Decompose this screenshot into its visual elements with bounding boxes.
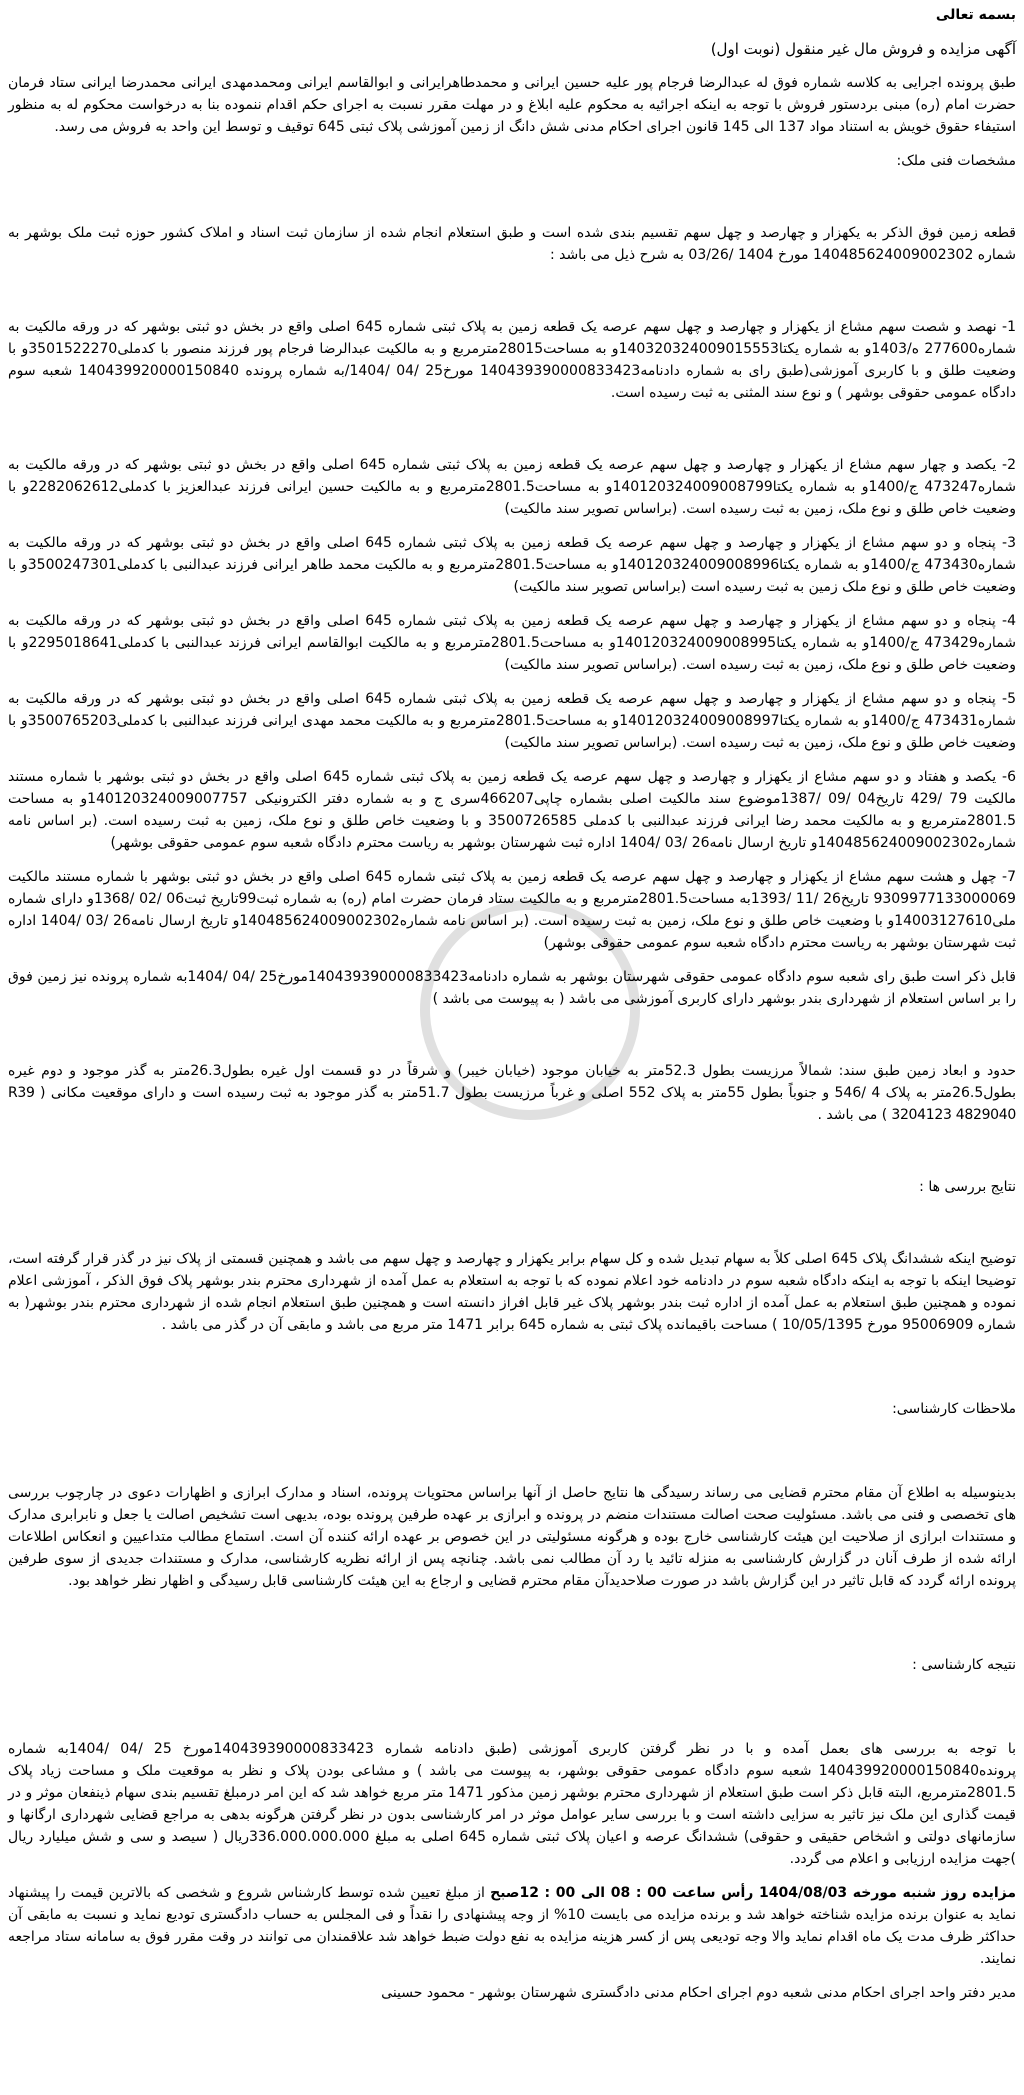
basmala: بسمه تعالی bbox=[935, 7, 1016, 23]
land-use-note: قابل ذکر است طبق رای شعبه سوم دادگاه عمومی حقوقی شهرستان بوشهر به شماره دادنامه140439390000833423مورخ25 /04 /1404به شماره پرونده نیز زمین فوق را بر اساس استعلام از شهرداری بندر بوشهر دارای کاربری آموزشی می باشد ( به پیوست می باشد ) bbox=[8, 969, 1016, 1007]
auction-paragraph bbox=[8, 1882, 1016, 1970]
ownership-item-4: 4- پنجاه و دو سهم مشاع از یکهزار و چهارصد و چهل سهم عرصه یک قطعه زمین به پلاک ثبتی شماره 645 اصلی واقع در بخش دو ثبتی بوشهر که در ورقه مالکیت به شماره473429 ج/1400و به شماره یکتا140120324009008995و به مساحت2801.5مترمربع و به مالکیت ابوالقاسم ایرانی فرزند عبدالنبی با کدملی2295018641و با وضعیت خاص طلق و نوع ملک، زمین به ثبت رسیده است. (براساس تصویر سند مالکیت) bbox=[8, 613, 1017, 673]
signature-line: مدیر دفتر واحد اجرای احکام مدنی شعبه دوم اجرای احکام مدنی دادگستری شهرستان بوشهر - محمود حسینی bbox=[381, 1985, 1016, 2001]
conclusion-paragraph: با توجه به بررسی های بعمل آمده و با در نظر گرفتن کاربری آموزشی (طبق دادنامه شماره 140439390000833423مورخ 25 /04 /1404به شماره پرونده140439920000150840 شعبه سوم دادگاه عمومی حقوقی بوشهر، به پیوست می باشد ) و مشاعی بودن پلاک و نظر به موقعیت ملک و مساحت زیاد پلاک 2801.5مترمربع، البته قابل ذکر است طبق استعلام از شهرداری محترم بوشهر زمین مذکور 1471 متر مربع خواهد شد که این امر درمبلغ تقسیم بندی سهام ذینفعان موثر و در قیمت گذاری این ملک نیز تاثیر به سزایی داشته است و با بررسی سایر عوامل موثر در امر کارشناسی بدون در نظر گرفتن هرگونه بدهی به مراجع قضایی شهرداری ارگانها و سازمانهای دولتی و اشخاص حقیقی و حقوقی) ششدانگ عرصه و اعیان پلاک ثبتی شماره 645 اصلی به مبلغ 336.000.000.000ریال ( سیصد و سی و شش میلیارد ریال )جهت مزایده ارزیابی و اعلام می گردد. bbox=[8, 1741, 1017, 1867]
conclusion-heading: نتیجه کارشناسی : bbox=[912, 1657, 1016, 1673]
ownership-item-7: 7- چهل و هشت سهم مشاع از یکهزار و چهارصد و چهل سهم عرصه یک قطعه زمین به پلاک ثبتی شماره 645 اصلی واقع در بخش دو ثبتی بوشهر با شماره مستند مالکیت 9309977133000069 تاریخ26 /11 /1393به مساحت2801.5مترمربع و به مالکیت ستاد فرمان حضرت امام (ره) به شماره ثبت99تاریخ ثبت06 /02 /1368و دارای شماره ملی14003127610و با وضعیت خاص طلق و نوع ملک، زمین به ثبت رسیده است. (بر اساس نامه شماره140485624009002302و تاریخ ارسال نامه26 /03 /1404 اداره ثبت شهرستان بوشهر به ریاست محترم دادگاه شعبه سوم عمومی حقوقی بوشهر) bbox=[8, 869, 1017, 951]
notice-title: آگهی مزایده و فروش مال غیر منقول (نوبت اول) bbox=[710, 40, 1016, 58]
ownership-item-1: 1- نهصد و شصت سهم مشاع از یکهزار و چهارصد و چهل سهم عرصه یک قطعه زمین به پلاک ثبتی شماره 645 اصلی واقع در بخش دو ثبتی بوشهر که در ورقه مالکیت به شماره277600 ه/1403و به شماره یکتا140320324009015553و به مساحت28015مترمربع و به مالکیت عبدالرضا فرجام پور فرزند منصور با کدملی3501522270و با وضعیت طلق و با کاربری آموزشی(طبق رای به شماره دادنامه140439390000833423 مورخ25 /04 /1404/به شماره پرونده 140439920000150840 شعبه سوم دادگاه عمومی حقوقی بوشهر ) و نوع سند المثنی به ثبت رسیده است. bbox=[8, 319, 1017, 401]
remarks-heading: ملاحظات کارشناسی: bbox=[892, 1401, 1016, 1417]
review-paragraph: توضیح اینکه ششدانگ پلاک 645 اصلی کلاً به سهام تبدیل شده و کل سهام برابر یکهزار و چهارصد و چهل سهم می باشد و همچنین قسمتی از پلاک نیز در گذر قرار گرفته است، توضیحا اینکه با توجه به اینکه دادگاه شعبه سوم در دادنامه خود اعلام نموده که با توجه به استعلام به عمل آمده از شهرداری محترم بندر بوشهر پلاک فوق الذکر ، آموزشی اعلام نموده و همچنین طبق استعلام به عمل آمده از اداره ثبت بندر بوشهر پلاک غیر قابل افراز دانسته است و همچنین طبق استعلام انجام شده از شهرداری محترم بندر بوشهر( به شماره 95006909 مورخ 10/05/1395 ) مساحت باقیمانده پلاک ثبتی به شماره 645 برابر 1471 متر مربع می باشد و مابقی آن در گذر می باشد . bbox=[8, 1251, 1016, 1333]
technical-summary: قطعه زمین فوق الذکر به یکهزار و چهارصد و چهل سهم تقسیم بندی شده است و طبق استعلام انجام شده از سازمان ثبت اسناد و املاک کشور حوزه ثبت ملک بوشهر به شماره 140485624009002302 مورخ 1404 /03/26 به شرح ذیل می باشد : bbox=[8, 225, 1016, 263]
remarks-paragraph: بدینوسیله به اطلاع آن مقام محترم قضایی می رساند رسیدگی ها نتایج حاصل از آنها براساس محتویات پرونده، اسناد و مدارک ابرازی و اظهارات دعوی در چارچوب بررسی های تخصصی و فنی می باشد. مسئولیت صحت اصالت مستندات منضم در پرونده و ابرازی بر عهده طرفین پرونده بوده، بدیهی است تشخیص اصالت یا جعل و نابرابری مدارک و مستندات ابرازی از صلاحیت این هیئت کارشناسی خارج بوده و هرگونه مسئولیتی در این خصوص بر عهده ارائه کننده آن است. استماع مطالب متداعیین و انعکاس اطلاعات ارائه شده از طرف آنان در گزارش کارشناسی به منزله تائید یا رد آن مطالب نمی باشد. چنانچه پس از ارائه نظریه کارشناسی، مدارک و مستندات جدیدی از سوی طرفین پرونده ارائه گردد که قابل تاثیر در این گزارش باشد در صورت صلاحدیدآن مقام محترم قضایی و ارجاع به این هیئت کارشناسی قابل رسیدگی و اظهار نظر خواهد بود. bbox=[8, 1485, 1016, 1589]
boundaries-paragraph: حدود و ابعاد زمین طبق سند: شمالاً مرزیست بطول 52.3متر به خیابان موجود (خیابان خیبر) و شرقاً در دو قسمت اول غیره بطول26.3متر به گذر موجود و دوم غیره بطول26.5متر به پلاک 4 /546 و جنوباً بطول 55متر به پلاک 552 اصلی و غرباً مرزیست بطول 51.7متر به گذر موجود به ثبت رسیده است و دارای موقعیت مکانی ( R39 3204123 4829040 ) می باشد . bbox=[8, 1063, 1017, 1123]
ownership-item-3: 3- پنجاه و دو سهم مشاع از یکهزار و چهارصد و چهل سهم عرصه یک قطعه زمین به پلاک ثبتی شماره 645 اصلی واقع در بخش دو ثبتی بوشهر که در ورقه مالکیت به شماره473430 ج/1400و به شماره یکتا140120324009008996و به مساحت2801.5مترمربع و به مالکیت محمد طاهر ایرانی فرزند عبدالنبی با کدملی3500247301و با وضعیت خاص طلق و نوع ملک زمین به ثبت رسیده است (براساس تصویر سند مالکیت) bbox=[8, 535, 1017, 595]
auction-date-time: مزایده روز شنبه مورخه 1404/08/03 رأس ساعت 00 : 08 الی 00 : 12صبح bbox=[490, 1885, 1017, 1901]
ownership-item-5: 5- پنجاه و دو سهم مشاع از یکهزار و چهارصد و چهل سهم عرصه یک قطعه زمین به پلاک ثبتی شماره 645 اصلی واقع در بخش دو ثبتی بوشهر که در ورقه مالکیت به شماره473431 ج/1400و به شماره یکتا140120324009008997و به مساحت2801.5مترمربع و به مالکیت محمد مهدی ایرانی فرزند عبدالنبی با کدملی3500765203و با وضعیت خاص طلق و نوع ملک، زمین به ثبت رسیده است. (براساس تصویر سند مالکیت) bbox=[8, 691, 1017, 751]
auction-terms: از مبلغ تعیین شده توسط کارشناس شروع و شخصی که بالاترین قیمت را پیشنهاد نماید به عنوان برنده مزایده شناخته خواهد شد و برنده مزایده می بایست 10% از وجه پیشنهادی را نقداً و فی المجلس به حساب دادگستری تودیع نماید و نسبت به مابقی آن حداکثر ظرف مدت یک ماه اقدام نماید والا وجه تودیعی پس از کسر هزینه مزایده به نفع دولت ضبط خواهد شد علاقمندان می توانند در وقت مقرر فوق به سامانه ستاد مراجعه نمایند. bbox=[8, 1885, 1016, 1967]
ownership-item-2: 2- یکصد و چهار سهم مشاع از یکهزار و چهارصد و چهل سهم عرصه یک قطعه زمین به پلاک ثبتی شماره 645 اصلی واقع در بخش دو ثبتی بوشهر که در ورقه مالکیت به شماره473247 ج/1400و به شماره یکتا140120324009008799و به مساحت2801.5مترمربع و به مالکیت حسین ایرانی فرزند عبدالعزیز با کدملی2282062612و با وضعیت خاص طلق و نوع ملک، زمین به ثبت رسیده است. (براساس تصویر سند مالکیت) bbox=[8, 457, 1016, 517]
ownership-item-6: 6- یکصد و هفتاد و دو سهم مشاع از یکهزار و چهارصد و چهل سهم عرصه یک قطعه زمین به پلاک ثبتی شماره 645 اصلی واقع در بخش دو ثبتی بوشهر با شماره مستند مالکیت 79 /429 تاریخ04 /09 /1387موضوع سند مالکیت اصلی بشماره چاپی466207سری ج و به شماره دفتر الکترونیکی 140120324009007757و به مساحت 2801.5مترمربع و به مالکیت محمد رضا ایرانی فرزند عبدالنبی با کدملی 3500726585 و با وضعیت خاص طلق و نوع ملک، زمین به ثبت رسیده است. (بر اساس نامه شماره140485624009002302و تاریخ ارسال نامه26 /03 /1404 اداره ثبت شهرستان بوشهر به ریاست محترم دادگاه شعبه سوم عمومی حقوقی بوشهر) bbox=[8, 769, 1017, 851]
intro-paragraph: طبق پرونده اجرایی به کلاسه شماره فوق له عبدالرضا فرجام پور علیه حسین ایرانی و محمدطاهرایرانی و ابوالقاسم ایرانی ومحمدمهدی ایرانی محمدرضا ایرانی ستاد فرمان حضرت امام (ره) مبنی بردستور فروش با توجه به اینکه اجرائیه به محکوم علیه ابلاغ و در مهلت مقرر نسبت به اجرای حکم اقدام ننموده بنا به درخواست محکوم له به منظور استیفاء حقوق خویش به استناد مواد 137 الی 145 قانون اجرای احکام مدنی شش دانگ از زمین آموزشی پلاک ثبتی 645 توقیف و توسط این واحد به فروش می رسد. bbox=[8, 75, 1016, 135]
technical-heading: مشخصات فنی ملک: bbox=[896, 153, 1016, 169]
review-heading: نتایج بررسی ها : bbox=[919, 1179, 1016, 1195]
